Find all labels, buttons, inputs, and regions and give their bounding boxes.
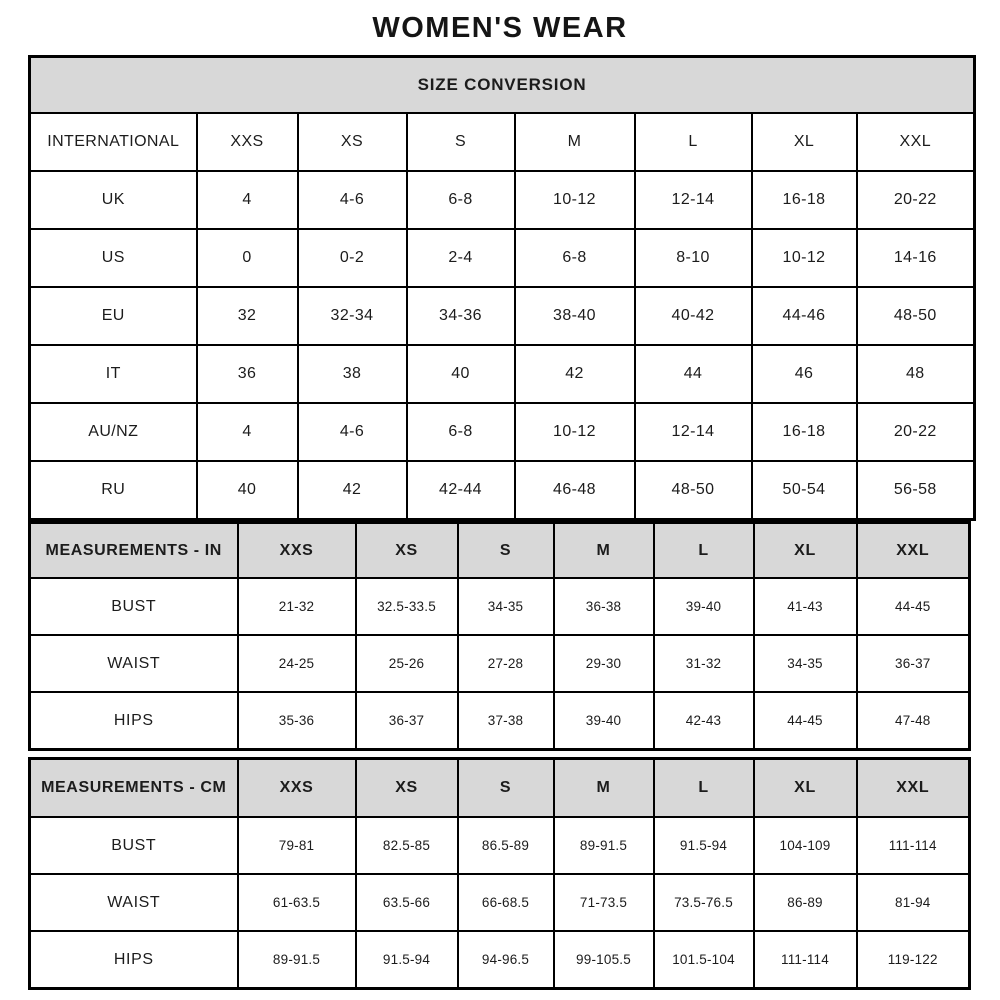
cell: 32.5-33.5 <box>356 578 458 635</box>
cell: 79-81 <box>238 817 356 874</box>
table-header-row <box>30 523 970 579</box>
table-row-bust <box>30 817 970 874</box>
cell: 47-48 <box>857 692 970 750</box>
measurements-cm-table <box>28 757 971 990</box>
table-row-aunz <box>30 403 975 461</box>
cell: 104-109 <box>754 817 857 874</box>
column-header-m: M <box>554 523 654 579</box>
row-label: HIPS <box>30 692 238 750</box>
cell: 4-6 <box>298 171 407 229</box>
row-label: WAIST <box>30 635 238 692</box>
cell: 111-114 <box>754 931 857 989</box>
cell: 46 <box>752 345 857 403</box>
cell: 12-14 <box>635 403 752 461</box>
table-row-ru <box>30 461 975 520</box>
table-header-row <box>30 759 970 818</box>
column-header-s: S <box>458 523 554 579</box>
cell: 42 <box>298 461 407 520</box>
table-row-waist <box>30 874 970 931</box>
cell: 32 <box>197 287 298 345</box>
cell: 14-16 <box>857 229 975 287</box>
column-header-l: L <box>654 759 754 818</box>
cell: 32-34 <box>298 287 407 345</box>
cell: 40-42 <box>635 287 752 345</box>
cell: 71-73.5 <box>554 874 654 931</box>
cell: 86.5-89 <box>458 817 554 874</box>
cell: 37-38 <box>458 692 554 750</box>
column-header-xxl: XXL <box>857 113 975 171</box>
row-label: EU <box>30 287 197 345</box>
cell: 61-63.5 <box>238 874 356 931</box>
cell: 4-6 <box>298 403 407 461</box>
cell: 25-26 <box>356 635 458 692</box>
cell: 4 <box>197 171 298 229</box>
cell: 8-10 <box>635 229 752 287</box>
cell: 46-48 <box>515 461 635 520</box>
cell: 34-35 <box>458 578 554 635</box>
column-header-l: L <box>654 523 754 579</box>
cell: 56-58 <box>857 461 975 520</box>
table-row-us <box>30 229 975 287</box>
table-row-eu <box>30 287 975 345</box>
table-row-waist <box>30 635 970 692</box>
cell: 39-40 <box>554 692 654 750</box>
table-row-bust <box>30 578 970 635</box>
cell: 89-91.5 <box>238 931 356 989</box>
row-label: US <box>30 229 197 287</box>
cell: 6-8 <box>515 229 635 287</box>
cell: 89-91.5 <box>554 817 654 874</box>
column-header-s: S <box>407 113 515 171</box>
column-header-xs: XS <box>298 113 407 171</box>
cell: 91.5-94 <box>356 931 458 989</box>
column-header-xxs: XXS <box>197 113 298 171</box>
measurements-in-title: MEASUREMENTS - IN <box>30 523 238 579</box>
row-label: IT <box>30 345 197 403</box>
cell: 35-36 <box>238 692 356 750</box>
table-row-hips <box>30 931 970 989</box>
cell: 44-45 <box>754 692 857 750</box>
cell: 91.5-94 <box>654 817 754 874</box>
cell: 31-32 <box>654 635 754 692</box>
cell: 42 <box>515 345 635 403</box>
cell: 44 <box>635 345 752 403</box>
table-header-row <box>30 57 975 114</box>
column-header-xxs: XXS <box>238 759 356 818</box>
cell: 16-18 <box>752 171 857 229</box>
column-header-xxs: XXS <box>238 523 356 579</box>
cell: 101.5-104 <box>654 931 754 989</box>
cell: 81-94 <box>857 874 970 931</box>
size-conversion-title: SIZE CONVERSION <box>30 57 975 114</box>
cell: 12-14 <box>635 171 752 229</box>
cell: 42-44 <box>407 461 515 520</box>
column-header-international: INTERNATIONAL <box>30 113 197 171</box>
row-label: RU <box>30 461 197 520</box>
cell: 48-50 <box>635 461 752 520</box>
column-header-xl: XL <box>754 759 857 818</box>
cell: 20-22 <box>857 171 975 229</box>
cell: 2-4 <box>407 229 515 287</box>
cell: 24-25 <box>238 635 356 692</box>
cell: 36-38 <box>554 578 654 635</box>
cell: 20-22 <box>857 403 975 461</box>
cell: 73.5-76.5 <box>654 874 754 931</box>
row-label: AU/NZ <box>30 403 197 461</box>
table-row-uk <box>30 171 975 229</box>
column-header-row <box>30 113 975 171</box>
column-header-m: M <box>515 113 635 171</box>
cell: 42-43 <box>654 692 754 750</box>
row-label: BUST <box>30 578 238 635</box>
cell: 34-35 <box>754 635 857 692</box>
column-header-l: L <box>635 113 752 171</box>
measurements-in-table <box>28 521 971 751</box>
cell: 27-28 <box>458 635 554 692</box>
cell: 39-40 <box>654 578 754 635</box>
column-header-s: S <box>458 759 554 818</box>
table-row-hips <box>30 692 970 750</box>
cell: 36 <box>197 345 298 403</box>
cell: 4 <box>197 403 298 461</box>
column-header-xl: XL <box>752 113 857 171</box>
cell: 36-37 <box>857 635 970 692</box>
row-label: UK <box>30 171 197 229</box>
cell: 99-105.5 <box>554 931 654 989</box>
cell: 50-54 <box>752 461 857 520</box>
cell: 6-8 <box>407 171 515 229</box>
cell: 119-122 <box>857 931 970 989</box>
cell: 36-37 <box>356 692 458 750</box>
cell: 34-36 <box>407 287 515 345</box>
cell: 38 <box>298 345 407 403</box>
cell: 86-89 <box>754 874 857 931</box>
cell: 40 <box>197 461 298 520</box>
cell: 44-46 <box>752 287 857 345</box>
column-header-xl: XL <box>754 523 857 579</box>
table-row-it <box>30 345 975 403</box>
column-header-xs: XS <box>356 759 458 818</box>
column-header-xs: XS <box>356 523 458 579</box>
column-header-xxl: XXL <box>857 759 970 818</box>
column-header-xxl: XXL <box>857 523 970 579</box>
cell: 44-45 <box>857 578 970 635</box>
measurements-cm-title: MEASUREMENTS - CM <box>30 759 238 818</box>
cell: 0 <box>197 229 298 287</box>
column-header-m: M <box>554 759 654 818</box>
cell: 10-12 <box>752 229 857 287</box>
cell: 21-32 <box>238 578 356 635</box>
cell: 6-8 <box>407 403 515 461</box>
cell: 94-96.5 <box>458 931 554 989</box>
cell: 16-18 <box>752 403 857 461</box>
cell: 48 <box>857 345 975 403</box>
cell: 10-12 <box>515 403 635 461</box>
row-label: HIPS <box>30 931 238 989</box>
cell: 0-2 <box>298 229 407 287</box>
cell: 40 <box>407 345 515 403</box>
cell: 48-50 <box>857 287 975 345</box>
cell: 66-68.5 <box>458 874 554 931</box>
cell: 10-12 <box>515 171 635 229</box>
cell: 63.5-66 <box>356 874 458 931</box>
row-label: WAIST <box>30 874 238 931</box>
row-label: BUST <box>30 817 238 874</box>
cell: 29-30 <box>554 635 654 692</box>
cell: 41-43 <box>754 578 857 635</box>
cell: 111-114 <box>857 817 970 874</box>
cell: 82.5-85 <box>356 817 458 874</box>
size-conversion-table <box>28 55 976 521</box>
cell: 38-40 <box>515 287 635 345</box>
page-title: WOMEN'S WEAR <box>372 12 628 44</box>
